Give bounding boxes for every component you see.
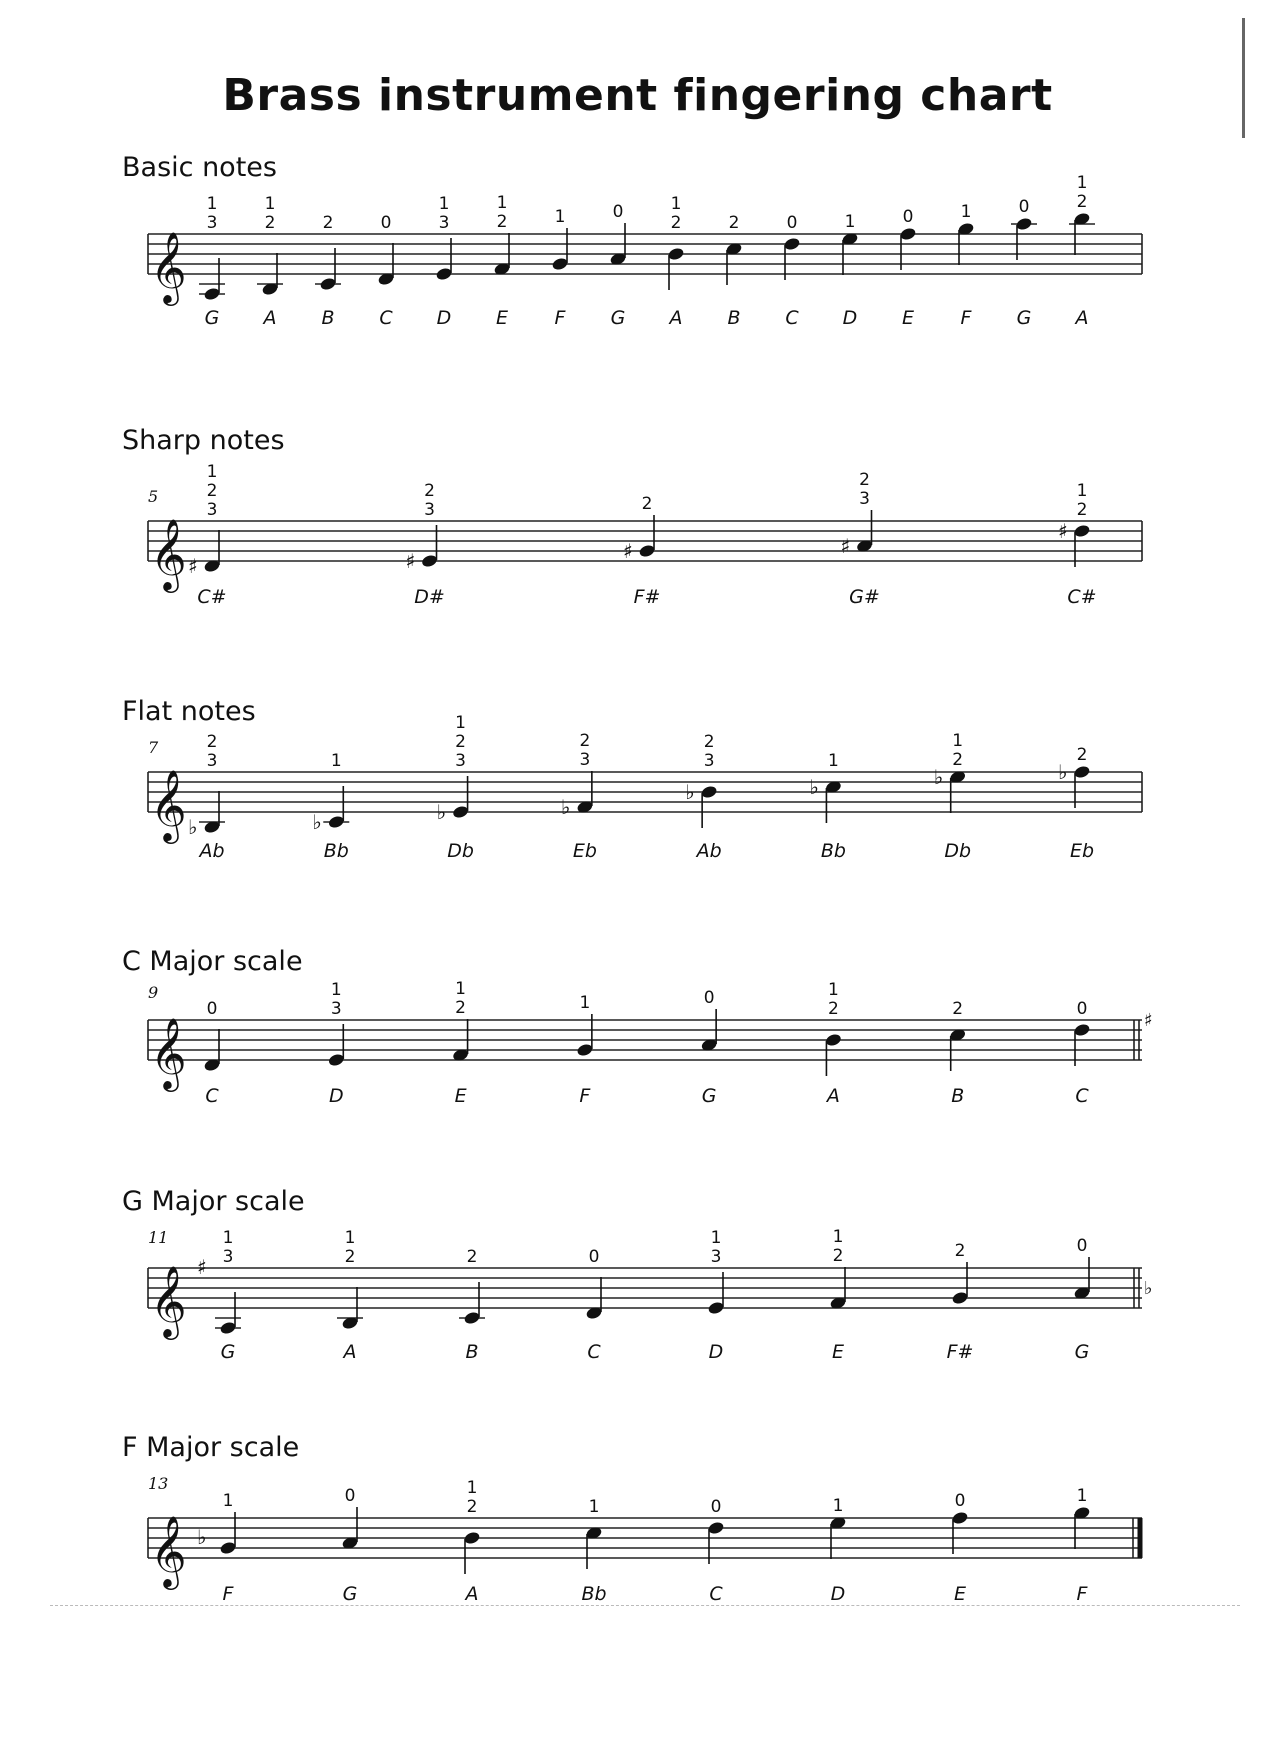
note xyxy=(341,1486,359,1605)
section-title: C Major scale xyxy=(122,946,303,977)
note-name: A xyxy=(669,307,683,329)
fingering-valve: 1 xyxy=(832,1227,844,1247)
fingering-valve: 3 xyxy=(438,213,450,233)
fingering-valve: 2 xyxy=(455,732,466,752)
note xyxy=(1073,999,1091,1107)
fingering-valve: 2 xyxy=(859,470,870,490)
note xyxy=(1073,1236,1091,1363)
fingering-valve: 2 xyxy=(1076,500,1088,520)
fingering-valve: 2 xyxy=(264,213,276,233)
fingering-valve: 0 xyxy=(206,999,218,1019)
fingering-valve: 1 xyxy=(330,751,342,771)
fingering-valve: 1 xyxy=(330,980,342,1000)
note xyxy=(377,213,395,329)
note-name: A xyxy=(343,1341,357,1363)
measure-number: 9 xyxy=(148,983,159,1002)
fingering-valve: 0 xyxy=(588,1247,600,1267)
fingering-valve: 2 xyxy=(728,213,740,233)
fingering-valve: 1 xyxy=(344,1228,356,1248)
note-name: E xyxy=(454,1085,467,1107)
notehead xyxy=(1073,765,1091,780)
note-name: Ab xyxy=(199,840,225,862)
fingering-valve: 1 xyxy=(844,212,856,232)
fingering-valve: 2 xyxy=(579,731,591,751)
note-name: B xyxy=(321,307,335,329)
note xyxy=(707,1497,725,1605)
fingering-valve: 3 xyxy=(703,751,715,771)
sharp-icon: ♯ xyxy=(188,554,198,578)
note-name: G xyxy=(610,307,626,329)
flat-icon: ♭ xyxy=(685,780,695,804)
note xyxy=(809,751,846,862)
flat-icon: ♭ xyxy=(188,815,198,839)
fingering-valve: 1 xyxy=(222,1228,234,1248)
fingering-valve: 2 xyxy=(206,732,218,752)
fingering-valve: 1 xyxy=(222,1491,234,1511)
fingering-valve: 1 xyxy=(554,207,566,227)
fingering-valve: 1 xyxy=(952,731,964,751)
fingering-valve: 2 xyxy=(344,1247,356,1267)
note-name: C xyxy=(709,1583,723,1605)
key-signature-flat-icon: ♭ xyxy=(197,1525,207,1549)
staff-sharp-notes xyxy=(0,425,1275,625)
fingering-valve: 3 xyxy=(330,999,342,1019)
note xyxy=(829,1496,847,1605)
note xyxy=(825,980,843,1107)
note xyxy=(841,212,859,329)
note-name: Ab xyxy=(696,840,722,862)
note-name: E xyxy=(901,307,915,329)
page-divider xyxy=(50,1605,1240,1606)
fingering-valve: 1 xyxy=(832,1496,844,1516)
note-name: D xyxy=(830,1583,846,1605)
note xyxy=(435,194,453,329)
fingering-valve: 2 xyxy=(1076,745,1088,765)
note-name: C xyxy=(587,1341,601,1363)
treble-clef-icon: 𝄞 xyxy=(150,517,187,590)
note xyxy=(493,193,511,329)
fingering-valve: 0 xyxy=(1076,999,1088,1019)
section-title: Flat notes xyxy=(122,696,256,727)
fingering-valve: 3 xyxy=(455,751,466,771)
note xyxy=(609,202,627,329)
fingering-valve: 1 xyxy=(206,462,218,482)
note-name: G xyxy=(1016,307,1032,329)
note-name: D xyxy=(842,307,858,329)
fingering-valve: 3 xyxy=(206,751,218,771)
fingering-valve: 3 xyxy=(710,1247,722,1267)
note-name: F xyxy=(222,1583,234,1605)
fingering-valve: 1 xyxy=(710,1228,722,1248)
note xyxy=(337,1228,363,1363)
note xyxy=(1073,1486,1091,1605)
note xyxy=(576,993,594,1107)
treble-clef-icon: 𝄞 xyxy=(150,1016,187,1089)
measure-number: 11 xyxy=(148,1228,169,1247)
fingering-valve: 1 xyxy=(588,1497,600,1517)
fingering-valve: 3 xyxy=(424,500,435,520)
note xyxy=(581,1497,606,1605)
measure-number: 5 xyxy=(148,487,159,506)
note xyxy=(947,1241,974,1363)
fingering-valve: 1 xyxy=(670,194,682,214)
fingering-valve: 2 xyxy=(952,999,964,1019)
next-key-flat-icon: ♭ xyxy=(1144,1278,1153,1299)
fingering-valve: 0 xyxy=(344,1486,356,1506)
staff-f-major-scale xyxy=(0,1432,1275,1632)
section-g-major-scale xyxy=(0,1186,1275,1366)
note-name: F xyxy=(579,1085,591,1107)
note xyxy=(463,1478,481,1605)
fingering-valve: 1 xyxy=(438,194,450,214)
notehead xyxy=(452,805,470,820)
treble-clef-icon: 𝄞 xyxy=(150,230,187,303)
fingering-valve: 0 xyxy=(612,202,624,222)
note xyxy=(406,481,445,608)
notehead xyxy=(435,267,453,282)
fingering-valve: 1 xyxy=(455,979,466,999)
note xyxy=(188,462,227,608)
fingering-valve: 1 xyxy=(1076,173,1088,193)
staff-basic-notes xyxy=(0,152,1275,352)
note-name: F xyxy=(1076,1583,1088,1605)
note-name: Eb xyxy=(1069,840,1095,862)
note-name: C# xyxy=(1067,586,1097,608)
fingering-valve: 1 xyxy=(1076,1486,1088,1506)
note-name: Db xyxy=(944,840,972,862)
note-name: D xyxy=(708,1341,724,1363)
note xyxy=(829,1227,847,1363)
next-key-sharp-icon: ♯ xyxy=(1144,1010,1153,1031)
notehead xyxy=(463,1311,481,1326)
notehead xyxy=(327,1053,345,1068)
note xyxy=(957,202,975,329)
notehead xyxy=(700,785,718,800)
note-name: Bb xyxy=(581,1583,607,1605)
fingering-valve: 0 xyxy=(1076,1236,1088,1256)
note xyxy=(312,751,349,862)
note-name: C xyxy=(379,307,393,329)
note xyxy=(561,731,597,862)
fingering-valve: 0 xyxy=(1018,197,1030,217)
note-name: C xyxy=(785,307,799,329)
notehead xyxy=(1015,217,1033,232)
staff-c-major-scale xyxy=(0,946,1275,1146)
section-flat-notes xyxy=(0,696,1275,876)
flat-icon: ♭ xyxy=(560,795,571,819)
fingering-valve: 2 xyxy=(1076,192,1088,212)
flat-icon: ♭ xyxy=(809,775,819,799)
fingering-valve: 3 xyxy=(206,500,218,520)
sharp-icon: ♯ xyxy=(1058,519,1068,543)
notehead xyxy=(319,277,337,292)
measure-number: 13 xyxy=(148,1474,169,1493)
note-name: F# xyxy=(633,586,661,608)
note-name: A xyxy=(1075,307,1089,329)
note xyxy=(315,213,341,329)
fingering-valve: 0 xyxy=(703,988,715,1008)
section-title: F Major scale xyxy=(122,1432,300,1463)
notehead xyxy=(1073,1023,1091,1038)
note xyxy=(1069,173,1095,329)
note xyxy=(437,713,474,862)
note-name: Eb xyxy=(572,840,597,862)
notehead xyxy=(551,257,569,272)
flat-icon: ♭ xyxy=(312,810,322,834)
fingering-valve: 3 xyxy=(206,213,218,233)
note xyxy=(551,207,569,329)
fingering-valve: 0 xyxy=(786,213,798,233)
note xyxy=(188,732,225,862)
note xyxy=(899,207,917,329)
notehead xyxy=(667,247,685,262)
staff-g-major-scale xyxy=(0,1186,1275,1386)
note-name: G xyxy=(342,1583,358,1605)
note-name: B xyxy=(951,1085,965,1107)
note-name: A xyxy=(826,1085,840,1107)
note-name: G# xyxy=(849,586,880,608)
key-signature-sharp-icon: ♯ xyxy=(197,1255,207,1279)
section-title: Sharp notes xyxy=(122,425,285,456)
note-name: F xyxy=(960,307,972,329)
treble-clef-icon: 𝄞 xyxy=(150,1514,187,1587)
fingering-valve: 1 xyxy=(455,713,466,733)
section-title: Basic notes xyxy=(122,152,277,183)
fingering-valve: 2 xyxy=(670,213,682,233)
note-name: G xyxy=(204,307,220,329)
note xyxy=(452,979,470,1107)
note xyxy=(841,470,880,608)
note-name: Bb xyxy=(323,840,349,862)
fingering-valve: 2 xyxy=(954,1241,966,1261)
fingering-valve: 1 xyxy=(960,202,972,222)
fingering-valve: 2 xyxy=(455,998,466,1018)
fingering-valve: 1 xyxy=(496,193,508,213)
note xyxy=(667,194,685,329)
fingering-valve: 1 xyxy=(1076,481,1088,501)
fingering-valve: 2 xyxy=(466,1247,478,1267)
fingering-valve: 3 xyxy=(222,1247,234,1267)
note-name: Db xyxy=(447,840,474,862)
note-name: E xyxy=(495,307,509,329)
fingering-valve: 0 xyxy=(380,213,392,233)
note-name: D# xyxy=(414,586,445,608)
note xyxy=(1011,197,1037,329)
note xyxy=(1058,481,1097,608)
note-name: A xyxy=(465,1583,479,1605)
section-basic-notes xyxy=(0,152,1275,332)
notehead xyxy=(219,1541,237,1556)
note-name: B xyxy=(727,307,741,329)
measure-number: 7 xyxy=(148,738,159,757)
note xyxy=(585,1247,603,1363)
fingering-valve: 1 xyxy=(579,993,591,1013)
fingering-valve: 2 xyxy=(466,1497,478,1517)
note xyxy=(257,194,283,329)
fingering-valve: 1 xyxy=(828,751,839,771)
note-name: G xyxy=(220,1341,236,1363)
note-name: E xyxy=(953,1583,967,1605)
note-name: D xyxy=(328,1085,344,1107)
notehead xyxy=(203,287,221,302)
note xyxy=(199,194,225,329)
note-name: C# xyxy=(197,586,227,608)
staff-flat-notes xyxy=(0,696,1275,896)
fingering-valve: 2 xyxy=(206,481,218,501)
note-name: D xyxy=(436,307,452,329)
section-f-major-scale xyxy=(0,1432,1275,1612)
note xyxy=(327,980,345,1107)
note-name: Bb xyxy=(820,840,846,862)
note-name: G xyxy=(701,1085,717,1107)
notehead xyxy=(576,1043,594,1058)
note-name: G xyxy=(1074,1341,1090,1363)
fingering-valve: 2 xyxy=(496,212,508,232)
note xyxy=(459,1247,485,1363)
notehead xyxy=(783,237,801,252)
section-sharp-notes xyxy=(0,425,1275,608)
notehead xyxy=(219,1321,237,1336)
notehead xyxy=(327,815,345,830)
section-c-major-scale xyxy=(0,946,1275,1126)
sharp-icon: ♯ xyxy=(405,549,416,573)
note-name: C xyxy=(205,1085,219,1107)
fingering-valve: 3 xyxy=(859,489,870,509)
note xyxy=(707,1228,725,1363)
fingering-valve: 1 xyxy=(264,194,276,214)
fingering-valve: 2 xyxy=(952,750,964,770)
notehead xyxy=(707,1301,725,1316)
note xyxy=(934,731,971,862)
flat-icon: ♭ xyxy=(933,765,944,789)
note-name: A xyxy=(263,307,277,329)
note-name: F# xyxy=(946,1341,974,1363)
notehead xyxy=(638,544,656,559)
section-title: G Major scale xyxy=(122,1186,305,1217)
note xyxy=(685,732,722,862)
fingering-valve: 0 xyxy=(710,1497,722,1517)
notehead xyxy=(825,1033,843,1048)
note xyxy=(949,999,967,1107)
sharp-icon: ♯ xyxy=(623,539,633,563)
note-name: E xyxy=(831,1341,845,1363)
fingering-valve: 2 xyxy=(828,999,839,1019)
note xyxy=(203,999,221,1107)
fingering-valve: 1 xyxy=(466,1478,478,1498)
notehead xyxy=(1073,524,1091,539)
note xyxy=(783,213,801,329)
treble-clef-icon: 𝄞 xyxy=(150,1264,187,1337)
fingering-valve: 3 xyxy=(579,750,591,770)
note-name: B xyxy=(465,1341,479,1363)
notehead xyxy=(421,554,439,569)
note xyxy=(219,1491,237,1605)
treble-clef-icon: 𝄞 xyxy=(150,768,187,841)
fingering-valve: 0 xyxy=(954,1491,966,1511)
note xyxy=(700,988,718,1107)
fingering-valve: 1 xyxy=(828,980,839,1000)
page-title: Brass instrument fingering chart xyxy=(222,70,1053,121)
note-name: F xyxy=(554,307,566,329)
notehead xyxy=(899,227,917,242)
fingering-valve: 1 xyxy=(206,194,218,214)
fingering-valve: 2 xyxy=(424,481,435,501)
fingering-valve: 2 xyxy=(832,1246,844,1266)
notehead xyxy=(463,1531,481,1546)
note xyxy=(725,213,743,329)
flat-icon: ♭ xyxy=(1058,760,1068,784)
fingering-valve: 2 xyxy=(641,494,653,514)
flat-icon: ♭ xyxy=(436,800,447,824)
notehead xyxy=(707,1521,725,1536)
note-name: C xyxy=(1075,1085,1089,1107)
note xyxy=(215,1228,241,1363)
notehead xyxy=(951,1291,969,1306)
notehead xyxy=(951,1511,969,1526)
note xyxy=(1058,745,1094,862)
sharp-icon: ♯ xyxy=(840,534,851,558)
fingering-valve: 2 xyxy=(703,732,715,752)
fingering-valve: 0 xyxy=(902,207,914,227)
fingering-valve: 2 xyxy=(322,213,334,233)
